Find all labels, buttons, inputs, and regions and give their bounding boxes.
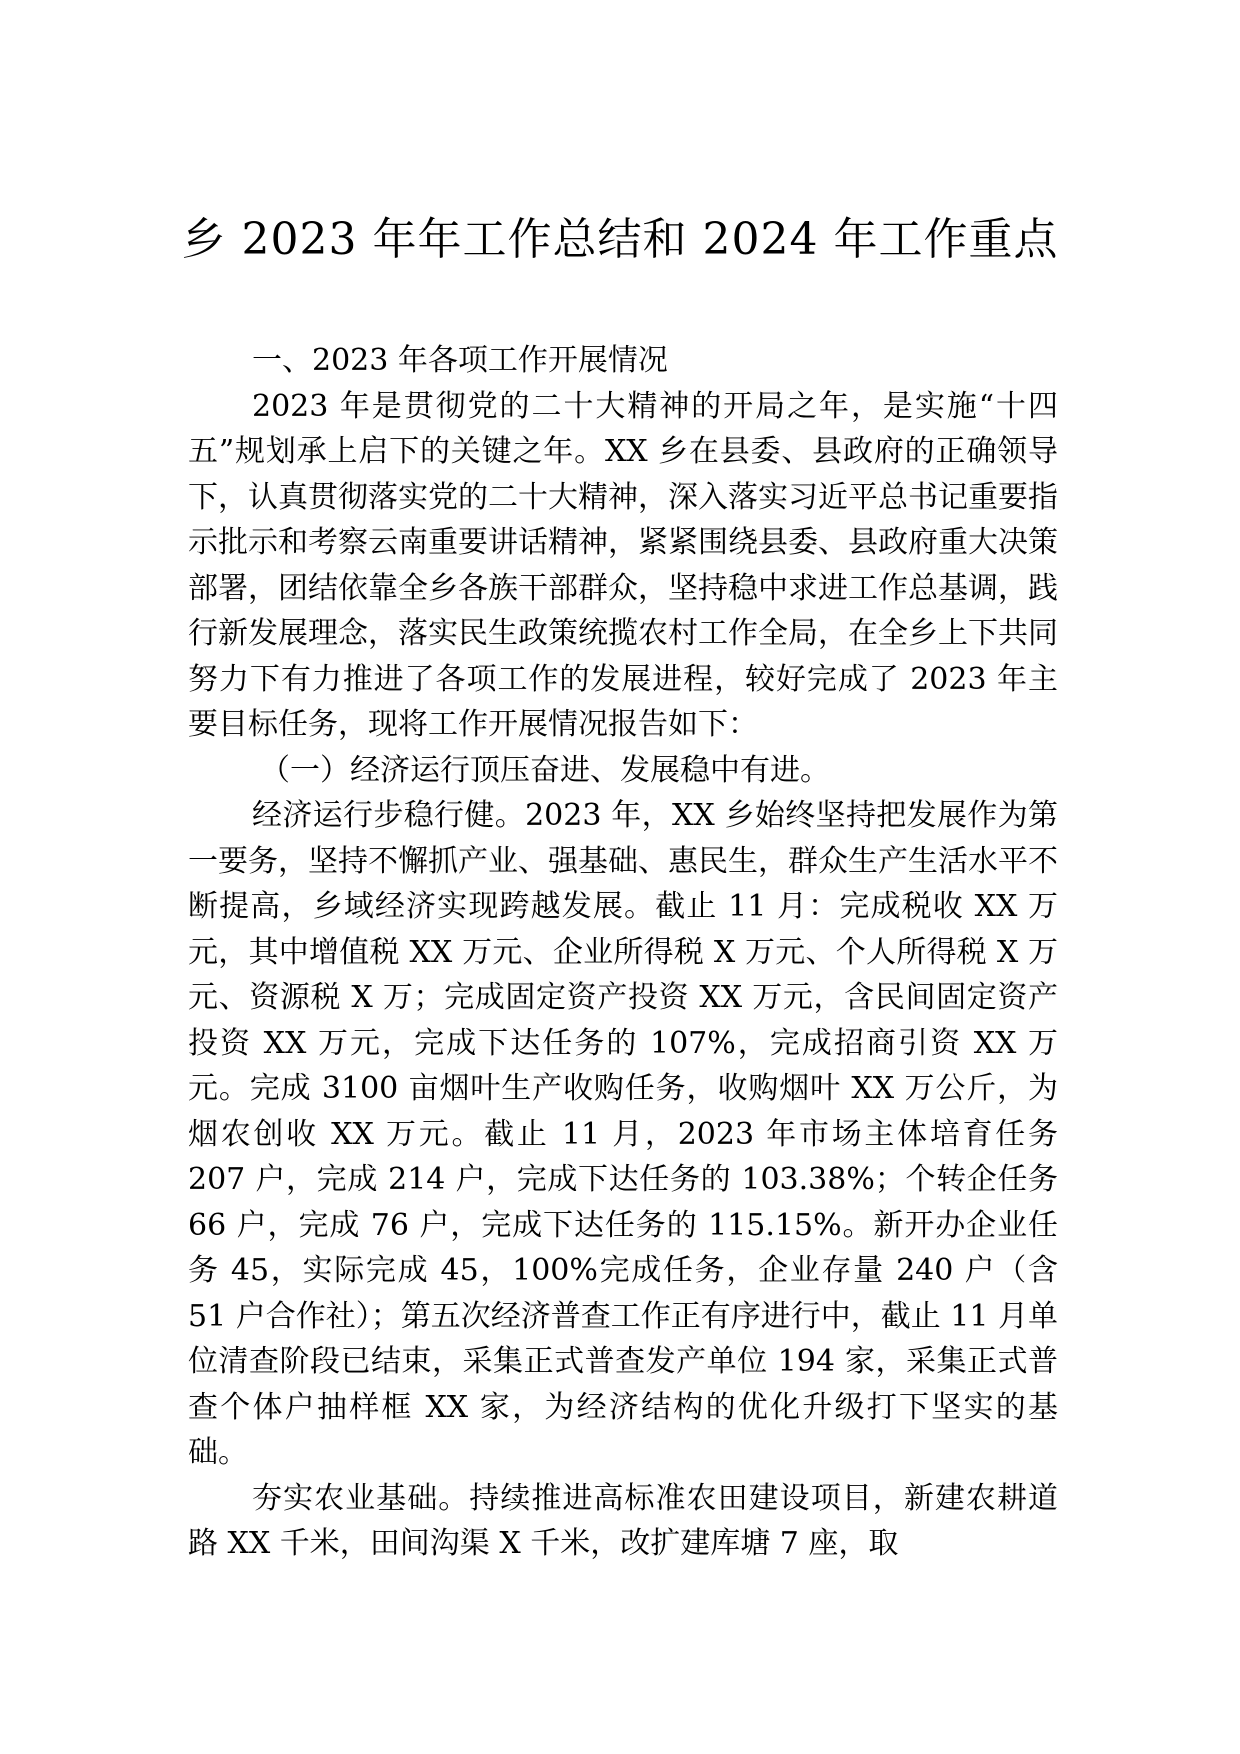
document-body	[188, 338, 1058, 1567]
paragraph-agriculture: 夯实农业基础。持续推进高标准农田建设项目，新建农耕道路 XX 千米，田间沟渠 X 千米，改扩建库塘 7 座，取	[188, 1480, 1058, 1561]
paragraph-intro: 2023 年是贯彻党的二十大精神的开局之年，是实施“十四五”规划承上启下的关键之年。XX 乡在县委、县政府的正确领导下，认真贯彻落实党的二十大精神，深入落实习近平总书记重要指示批示和考察云南重要讲话精神，紧紧围绕县委、县政府重大决策部署，团结依靠全乡各族干部群众，坚持稳中求进工作总基调，践行新发展理念，落实民生政策统揽农村工作全局，在全乡上下共同努力下有力推进了各项工作的发展进程，较好完成了 2023 年主要目标任务，现将工作开展情况报告如下：	[188, 388, 1058, 742]
subsection-heading: （一）经济运行顶压奋进、发展稳中有进。	[260, 752, 830, 788]
paragraph-economy: 经济运行步稳行健。2023 年，XX 乡始终坚持把发展作为第一要务，坚持不懈抓产业、强基础、惠民生，群众生产生活水平不断提高，乡域经济实现跨越发展。截止 11 月：完成税收 XX 万元，其中增值税 XX 万元、企业所得税 X 万元、个人所得税 X 万元、资源税 X 万；完成固定资产投资 XX 万元，含民间固定资产投资 XX 万元，完成下达任务的 107%，完成招商引资 XX 万元。完成 3100 亩烟叶生产收购任务，收购烟叶 XX 万公斤，为烟农创收 XX 万元。截止 11 月，2023 年市场主体培育任务 207 户，完成 214 户，完成下达任务的 103.38%；个转企任务 66 户，完成 76 户，完成下达任务的 115.15%。新开办企业任务 45，实际完成 45，100%完成任务，企业存量 240 户（含 51 户合作社）；第五次经济普查工作正有序进行中，截止 11 月单位清查阶段已结束，采集正式普查发产单位 194 家，采集正式普查个体户抽样框 XX 家，为经济结构的优化升级打下坚实的基础。	[188, 798, 1058, 1470]
section-heading: 一、2023 年各项工作开展情况	[252, 343, 668, 378]
document-title: 乡 2023 年年工作总结和 2024 年工作重点	[181, 214, 1059, 265]
